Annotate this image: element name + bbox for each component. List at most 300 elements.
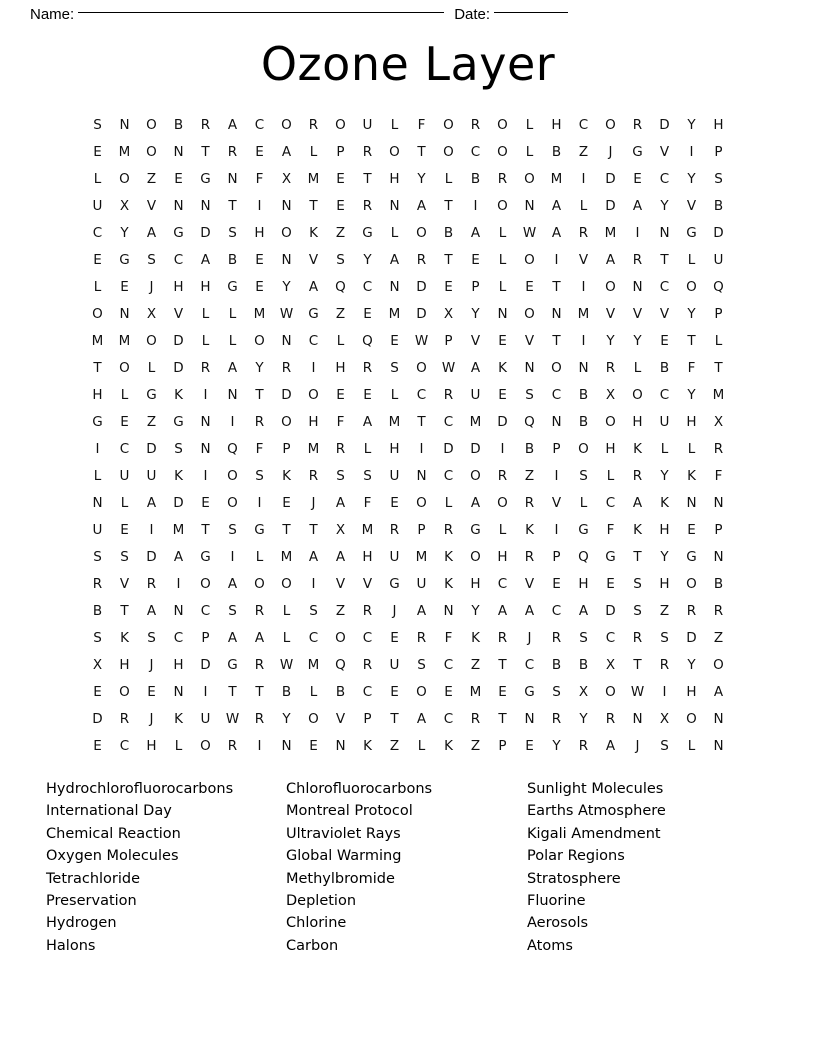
- grid-cell[interactable]: G: [686, 549, 697, 565]
- grid-cell[interactable]: G: [605, 549, 616, 565]
- grid-cell[interactable]: A: [227, 576, 238, 592]
- grid-cell[interactable]: O: [200, 738, 211, 754]
- grid-cell[interactable]: D: [497, 414, 508, 430]
- grid-cell[interactable]: K: [525, 522, 534, 538]
- grid-cell[interactable]: P: [282, 441, 291, 457]
- grid-cell[interactable]: E: [390, 333, 399, 349]
- grid-cell[interactable]: M: [577, 306, 590, 322]
- grid-cell[interactable]: G: [92, 414, 103, 430]
- grid-cell[interactable]: T: [687, 333, 696, 349]
- grid-cell[interactable]: E: [498, 333, 507, 349]
- grid-cell[interactable]: R: [200, 360, 211, 376]
- grid-cell[interactable]: O: [281, 576, 292, 592]
- grid-cell[interactable]: O: [389, 144, 400, 160]
- grid-cell[interactable]: C: [308, 333, 319, 349]
- grid-cell[interactable]: P: [336, 144, 345, 160]
- grid-cell[interactable]: V: [335, 576, 346, 592]
- grid-cell[interactable]: S: [552, 684, 561, 700]
- grid-cell[interactable]: E: [390, 630, 399, 646]
- grid-cell[interactable]: R: [254, 711, 265, 727]
- grid-cell[interactable]: T: [93, 360, 102, 376]
- grid-cell[interactable]: Z: [524, 468, 535, 484]
- grid-cell[interactable]: R: [416, 252, 427, 268]
- grid-cell[interactable]: J: [149, 711, 154, 727]
- grid-cell[interactable]: L: [498, 225, 507, 241]
- grid-cell[interactable]: G: [119, 252, 130, 268]
- grid-cell[interactable]: Q: [578, 549, 589, 565]
- grid-cell[interactable]: R: [254, 414, 265, 430]
- grid-cell[interactable]: M: [712, 387, 725, 403]
- grid-cell[interactable]: L: [336, 333, 345, 349]
- grid-cell[interactable]: A: [470, 360, 481, 376]
- grid-cell[interactable]: G: [308, 306, 319, 322]
- grid-cell[interactable]: H: [551, 117, 562, 133]
- word-list-item[interactable]: Polar Regions: [527, 848, 625, 865]
- grid-cell[interactable]: E: [498, 387, 507, 403]
- grid-cell[interactable]: N: [524, 711, 535, 727]
- grid-cell[interactable]: O: [254, 333, 265, 349]
- grid-cell[interactable]: S: [147, 630, 156, 646]
- grid-cell[interactable]: M: [91, 333, 104, 349]
- grid-cell[interactable]: H: [713, 117, 724, 133]
- grid-cell[interactable]: D: [200, 225, 211, 241]
- grid-cell[interactable]: O: [92, 306, 103, 322]
- grid-cell[interactable]: D: [173, 495, 184, 511]
- grid-cell[interactable]: O: [470, 468, 481, 484]
- grid-cell[interactable]: R: [281, 360, 292, 376]
- grid-cell[interactable]: C: [362, 279, 373, 295]
- grid-cell[interactable]: Q: [335, 279, 346, 295]
- grid-cell[interactable]: Y: [471, 306, 480, 322]
- grid-cell[interactable]: Z: [335, 306, 346, 322]
- word-list-item[interactable]: Depletion: [286, 893, 357, 910]
- grid-cell[interactable]: L: [498, 279, 507, 295]
- grid-cell[interactable]: S: [633, 576, 642, 592]
- grid-cell[interactable]: C: [443, 414, 454, 430]
- grid-cell[interactable]: M: [280, 549, 293, 565]
- grid-cell[interactable]: O: [632, 387, 643, 403]
- grid-cell[interactable]: E: [336, 387, 345, 403]
- grid-cell[interactable]: Z: [146, 171, 157, 187]
- grid-cell[interactable]: O: [470, 549, 481, 565]
- grid-cell[interactable]: N: [173, 144, 184, 160]
- grid-cell[interactable]: N: [200, 198, 211, 214]
- grid-cell[interactable]: V: [173, 306, 184, 322]
- grid-cell[interactable]: X: [335, 522, 346, 538]
- grid-cell[interactable]: U: [92, 198, 103, 214]
- grid-cell[interactable]: D: [659, 117, 670, 133]
- grid-cell[interactable]: X: [92, 657, 103, 673]
- grid-cell[interactable]: E: [633, 171, 642, 187]
- grid-cell[interactable]: Y: [687, 306, 696, 322]
- grid-cell[interactable]: D: [686, 630, 697, 646]
- grid-cell[interactable]: A: [524, 603, 535, 619]
- grid-cell[interactable]: S: [93, 549, 102, 565]
- grid-cell[interactable]: O: [713, 657, 724, 673]
- grid-cell[interactable]: S: [660, 630, 669, 646]
- grid-cell[interactable]: R: [227, 144, 238, 160]
- grid-cell[interactable]: S: [579, 630, 588, 646]
- grid-cell[interactable]: H: [308, 414, 319, 430]
- grid-cell[interactable]: I: [203, 468, 208, 484]
- grid-cell[interactable]: O: [416, 225, 427, 241]
- grid-cell[interactable]: T: [120, 603, 129, 619]
- word-list-item[interactable]: Methylbromide: [286, 870, 395, 887]
- grid-cell[interactable]: P: [714, 306, 723, 322]
- grid-cell[interactable]: Z: [389, 738, 400, 754]
- grid-cell[interactable]: K: [444, 576, 453, 592]
- grid-cell[interactable]: D: [281, 387, 292, 403]
- grid-cell[interactable]: X: [713, 414, 724, 430]
- grid-cell[interactable]: G: [254, 522, 265, 538]
- grid-cell[interactable]: D: [605, 171, 616, 187]
- grid-cell[interactable]: L: [633, 360, 642, 376]
- grid-cell[interactable]: O: [524, 306, 535, 322]
- grid-cell[interactable]: R: [605, 711, 616, 727]
- grid-cell[interactable]: L: [417, 738, 426, 754]
- grid-cell[interactable]: S: [714, 171, 723, 187]
- grid-cell[interactable]: B: [551, 657, 562, 673]
- grid-cell[interactable]: R: [443, 522, 454, 538]
- grid-cell[interactable]: G: [146, 387, 157, 403]
- grid-cell[interactable]: R: [578, 225, 589, 241]
- grid-cell[interactable]: U: [200, 711, 211, 727]
- grid-cell[interactable]: O: [605, 684, 616, 700]
- grid-cell[interactable]: O: [227, 468, 238, 484]
- grid-cell[interactable]: N: [443, 603, 454, 619]
- grid-cell[interactable]: N: [713, 738, 724, 754]
- grid-cell[interactable]: A: [227, 360, 238, 376]
- grid-cell[interactable]: K: [363, 738, 372, 754]
- grid-cell[interactable]: Q: [713, 279, 724, 295]
- grid-cell[interactable]: R: [362, 603, 373, 619]
- grid-cell[interactable]: I: [257, 198, 262, 214]
- grid-cell[interactable]: M: [172, 522, 185, 538]
- grid-cell[interactable]: I: [149, 522, 154, 538]
- grid-cell[interactable]: C: [659, 387, 670, 403]
- grid-cell[interactable]: L: [498, 522, 507, 538]
- grid-cell[interactable]: N: [713, 495, 724, 511]
- grid-cell[interactable]: E: [336, 198, 345, 214]
- grid-cell[interactable]: K: [174, 468, 183, 484]
- grid-cell[interactable]: L: [147, 360, 156, 376]
- grid-cell[interactable]: R: [632, 252, 643, 268]
- grid-cell[interactable]: N: [632, 711, 643, 727]
- grid-cell[interactable]: A: [308, 279, 319, 295]
- grid-cell[interactable]: O: [524, 252, 535, 268]
- grid-cell[interactable]: O: [281, 225, 292, 241]
- grid-cell[interactable]: P: [201, 630, 210, 646]
- grid-cell[interactable]: L: [228, 333, 237, 349]
- grid-cell[interactable]: V: [308, 252, 319, 268]
- grid-cell[interactable]: O: [281, 117, 292, 133]
- grid-cell[interactable]: N: [119, 306, 130, 322]
- grid-cell[interactable]: E: [93, 144, 102, 160]
- grid-cell[interactable]: S: [525, 387, 534, 403]
- grid-cell[interactable]: U: [389, 549, 400, 565]
- grid-cell[interactable]: I: [581, 279, 586, 295]
- grid-cell[interactable]: I: [176, 576, 181, 592]
- grid-cell[interactable]: O: [497, 144, 508, 160]
- grid-cell[interactable]: K: [444, 549, 453, 565]
- grid-cell[interactable]: I: [419, 441, 424, 457]
- grid-cell[interactable]: M: [388, 414, 401, 430]
- grid-cell[interactable]: T: [282, 522, 291, 538]
- grid-cell[interactable]: E: [552, 576, 561, 592]
- grid-cell[interactable]: E: [471, 252, 480, 268]
- grid-cell[interactable]: I: [257, 738, 262, 754]
- date-write-in-line[interactable]: [494, 11, 568, 13]
- word-list-item[interactable]: Chlorine: [286, 915, 347, 932]
- grid-cell[interactable]: S: [255, 468, 264, 484]
- word-list-item[interactable]: Tetrachloride: [46, 870, 141, 887]
- grid-cell[interactable]: H: [362, 549, 373, 565]
- grid-cell[interactable]: E: [93, 738, 102, 754]
- word-list-item[interactable]: Montreal Protocol: [286, 803, 413, 820]
- grid-cell[interactable]: C: [173, 630, 184, 646]
- grid-cell[interactable]: O: [578, 441, 589, 457]
- grid-cell[interactable]: R: [497, 630, 508, 646]
- grid-cell[interactable]: V: [470, 333, 481, 349]
- grid-cell[interactable]: D: [416, 306, 427, 322]
- word-list-item[interactable]: Kigali Amendment: [527, 825, 661, 842]
- grid-cell[interactable]: G: [200, 549, 211, 565]
- grid-cell[interactable]: R: [362, 657, 373, 673]
- grid-cell[interactable]: Z: [659, 603, 670, 619]
- grid-cell[interactable]: T: [228, 198, 237, 214]
- grid-cell[interactable]: N: [713, 711, 724, 727]
- grid-cell[interactable]: C: [551, 603, 562, 619]
- grid-cell[interactable]: N: [524, 360, 535, 376]
- grid-cell[interactable]: E: [444, 684, 453, 700]
- grid-cell[interactable]: R: [308, 468, 319, 484]
- grid-cell[interactable]: B: [713, 576, 724, 592]
- grid-cell[interactable]: P: [552, 549, 561, 565]
- grid-cell[interactable]: R: [362, 198, 373, 214]
- grid-cell[interactable]: Y: [660, 198, 669, 214]
- grid-cell[interactable]: A: [227, 117, 238, 133]
- word-list-item[interactable]: Carbon: [286, 937, 339, 954]
- grid-cell[interactable]: X: [578, 684, 589, 700]
- grid-cell[interactable]: S: [147, 252, 156, 268]
- grid-cell[interactable]: F: [336, 414, 345, 430]
- grid-cell[interactable]: F: [363, 495, 372, 511]
- grid-cell[interactable]: C: [173, 252, 184, 268]
- grid-cell[interactable]: T: [714, 360, 723, 376]
- grid-cell[interactable]: O: [119, 360, 130, 376]
- grid-cell[interactable]: M: [118, 144, 131, 160]
- grid-cell[interactable]: I: [230, 414, 235, 430]
- grid-cell[interactable]: N: [389, 198, 400, 214]
- grid-cell[interactable]: T: [660, 252, 669, 268]
- grid-cell[interactable]: N: [524, 198, 535, 214]
- grid-cell[interactable]: K: [660, 495, 669, 511]
- grid-cell[interactable]: J: [311, 495, 316, 511]
- grid-cell[interactable]: O: [686, 711, 697, 727]
- grid-cell[interactable]: N: [686, 495, 697, 511]
- grid-cell[interactable]: E: [255, 144, 264, 160]
- word-list-item[interactable]: Earths Atmosphere: [527, 803, 666, 820]
- grid-cell[interactable]: G: [470, 522, 481, 538]
- grid-cell[interactable]: T: [201, 144, 210, 160]
- grid-cell[interactable]: L: [498, 252, 507, 268]
- grid-cell[interactable]: N: [659, 225, 670, 241]
- grid-cell[interactable]: D: [416, 279, 427, 295]
- grid-cell[interactable]: T: [417, 414, 426, 430]
- grid-cell[interactable]: R: [119, 711, 130, 727]
- grid-cell[interactable]: D: [173, 360, 184, 376]
- grid-cell[interactable]: L: [606, 468, 615, 484]
- grid-cell[interactable]: H: [686, 684, 697, 700]
- grid-cell[interactable]: F: [255, 441, 264, 457]
- grid-cell[interactable]: U: [146, 468, 157, 484]
- grid-cell[interactable]: K: [174, 711, 183, 727]
- grid-cell[interactable]: L: [390, 117, 399, 133]
- grid-cell[interactable]: M: [469, 684, 482, 700]
- grid-cell[interactable]: A: [551, 225, 562, 241]
- grid-cell[interactable]: B: [470, 171, 481, 187]
- grid-cell[interactable]: Z: [335, 603, 346, 619]
- grid-cell[interactable]: I: [95, 441, 100, 457]
- grid-cell[interactable]: V: [659, 144, 670, 160]
- grid-cell[interactable]: S: [228, 603, 237, 619]
- grid-cell[interactable]: J: [149, 657, 154, 673]
- grid-cell[interactable]: W: [522, 225, 537, 241]
- grid-cell[interactable]: Y: [552, 738, 561, 754]
- grid-cell[interactable]: C: [497, 576, 508, 592]
- grid-cell[interactable]: H: [659, 576, 670, 592]
- grid-cell[interactable]: A: [200, 252, 211, 268]
- grid-cell[interactable]: A: [335, 495, 346, 511]
- grid-cell[interactable]: L: [228, 306, 237, 322]
- grid-cell[interactable]: C: [362, 630, 373, 646]
- grid-cell[interactable]: E: [525, 279, 534, 295]
- grid-cell[interactable]: R: [713, 441, 724, 457]
- grid-cell[interactable]: B: [551, 144, 562, 160]
- grid-cell[interactable]: R: [551, 630, 562, 646]
- grid-cell[interactable]: P: [417, 522, 426, 538]
- grid-cell[interactable]: J: [635, 738, 640, 754]
- grid-cell[interactable]: R: [416, 630, 427, 646]
- grid-cell[interactable]: U: [470, 387, 481, 403]
- word-list-item[interactable]: Stratosphere: [527, 870, 621, 887]
- grid-cell[interactable]: G: [362, 225, 373, 241]
- grid-cell[interactable]: H: [632, 414, 643, 430]
- grid-cell[interactable]: O: [416, 495, 427, 511]
- grid-cell[interactable]: O: [146, 144, 157, 160]
- grid-cell[interactable]: D: [605, 603, 616, 619]
- grid-cell[interactable]: L: [579, 495, 588, 511]
- grid-cell[interactable]: O: [605, 117, 616, 133]
- grid-cell[interactable]: S: [633, 603, 642, 619]
- grid-cell[interactable]: O: [497, 495, 508, 511]
- grid-cell[interactable]: R: [362, 360, 373, 376]
- grid-cell[interactable]: A: [551, 198, 562, 214]
- grid-cell[interactable]: R: [389, 522, 400, 538]
- grid-cell[interactable]: Y: [120, 225, 129, 241]
- grid-cell[interactable]: R: [497, 171, 508, 187]
- grid-cell[interactable]: R: [335, 441, 346, 457]
- grid-cell[interactable]: S: [120, 549, 129, 565]
- grid-cell[interactable]: B: [335, 684, 346, 700]
- grid-cell[interactable]: T: [633, 657, 642, 673]
- grid-cell[interactable]: K: [174, 387, 183, 403]
- grid-cell[interactable]: R: [470, 117, 481, 133]
- grid-cell[interactable]: V: [551, 495, 562, 511]
- grid-cell[interactable]: R: [578, 738, 589, 754]
- grid-cell[interactable]: R: [632, 117, 643, 133]
- grid-cell[interactable]: R: [659, 657, 670, 673]
- grid-cell[interactable]: R: [497, 468, 508, 484]
- grid-cell[interactable]: P: [552, 441, 561, 457]
- grid-cell[interactable]: N: [551, 414, 562, 430]
- grid-cell[interactable]: B: [227, 252, 238, 268]
- grid-cell[interactable]: S: [309, 603, 318, 619]
- grid-cell[interactable]: E: [444, 279, 453, 295]
- grid-cell[interactable]: N: [173, 684, 184, 700]
- grid-cell[interactable]: N: [281, 333, 292, 349]
- grid-cell[interactable]: G: [227, 279, 238, 295]
- grid-cell[interactable]: T: [444, 198, 453, 214]
- grid-cell[interactable]: H: [497, 549, 508, 565]
- grid-cell[interactable]: C: [443, 468, 454, 484]
- grid-cell[interactable]: A: [227, 630, 238, 646]
- grid-cell[interactable]: Z: [146, 414, 157, 430]
- grid-cell[interactable]: O: [146, 117, 157, 133]
- grid-cell[interactable]: O: [119, 684, 130, 700]
- grid-cell[interactable]: W: [225, 711, 240, 727]
- grid-cell[interactable]: C: [659, 171, 670, 187]
- grid-cell[interactable]: E: [390, 495, 399, 511]
- grid-cell[interactable]: B: [173, 117, 184, 133]
- grid-cell[interactable]: A: [470, 495, 481, 511]
- grid-cell[interactable]: I: [311, 360, 316, 376]
- grid-cell[interactable]: S: [174, 441, 183, 457]
- grid-cell[interactable]: O: [254, 576, 265, 592]
- grid-cell[interactable]: A: [632, 198, 643, 214]
- grid-cell[interactable]: P: [471, 279, 480, 295]
- grid-cell[interactable]: D: [92, 711, 103, 727]
- grid-cell[interactable]: E: [93, 684, 102, 700]
- grid-cell[interactable]: C: [605, 630, 616, 646]
- grid-cell[interactable]: X: [443, 306, 454, 322]
- grid-cell[interactable]: K: [471, 630, 480, 646]
- grid-cell[interactable]: Y: [417, 171, 426, 187]
- grid-cell[interactable]: H: [335, 360, 346, 376]
- grid-cell[interactable]: L: [120, 495, 129, 511]
- grid-cell[interactable]: P: [714, 522, 723, 538]
- grid-cell[interactable]: R: [254, 603, 265, 619]
- grid-cell[interactable]: A: [146, 603, 157, 619]
- grid-cell[interactable]: L: [525, 117, 534, 133]
- grid-cell[interactable]: O: [605, 414, 616, 430]
- grid-cell[interactable]: N: [416, 468, 427, 484]
- grid-cell[interactable]: T: [255, 684, 264, 700]
- grid-cell[interactable]: Z: [713, 630, 724, 646]
- grid-cell[interactable]: B: [578, 657, 589, 673]
- grid-cell[interactable]: V: [524, 576, 535, 592]
- grid-cell[interactable]: S: [390, 360, 399, 376]
- grid-cell[interactable]: V: [146, 198, 157, 214]
- grid-cell[interactable]: L: [525, 144, 534, 160]
- grid-cell[interactable]: A: [281, 144, 292, 160]
- grid-cell[interactable]: P: [714, 144, 723, 160]
- grid-cell[interactable]: H: [254, 225, 265, 241]
- grid-cell[interactable]: Y: [687, 387, 696, 403]
- grid-cell[interactable]: E: [498, 684, 507, 700]
- grid-cell[interactable]: A: [335, 549, 346, 565]
- grid-cell[interactable]: D: [173, 333, 184, 349]
